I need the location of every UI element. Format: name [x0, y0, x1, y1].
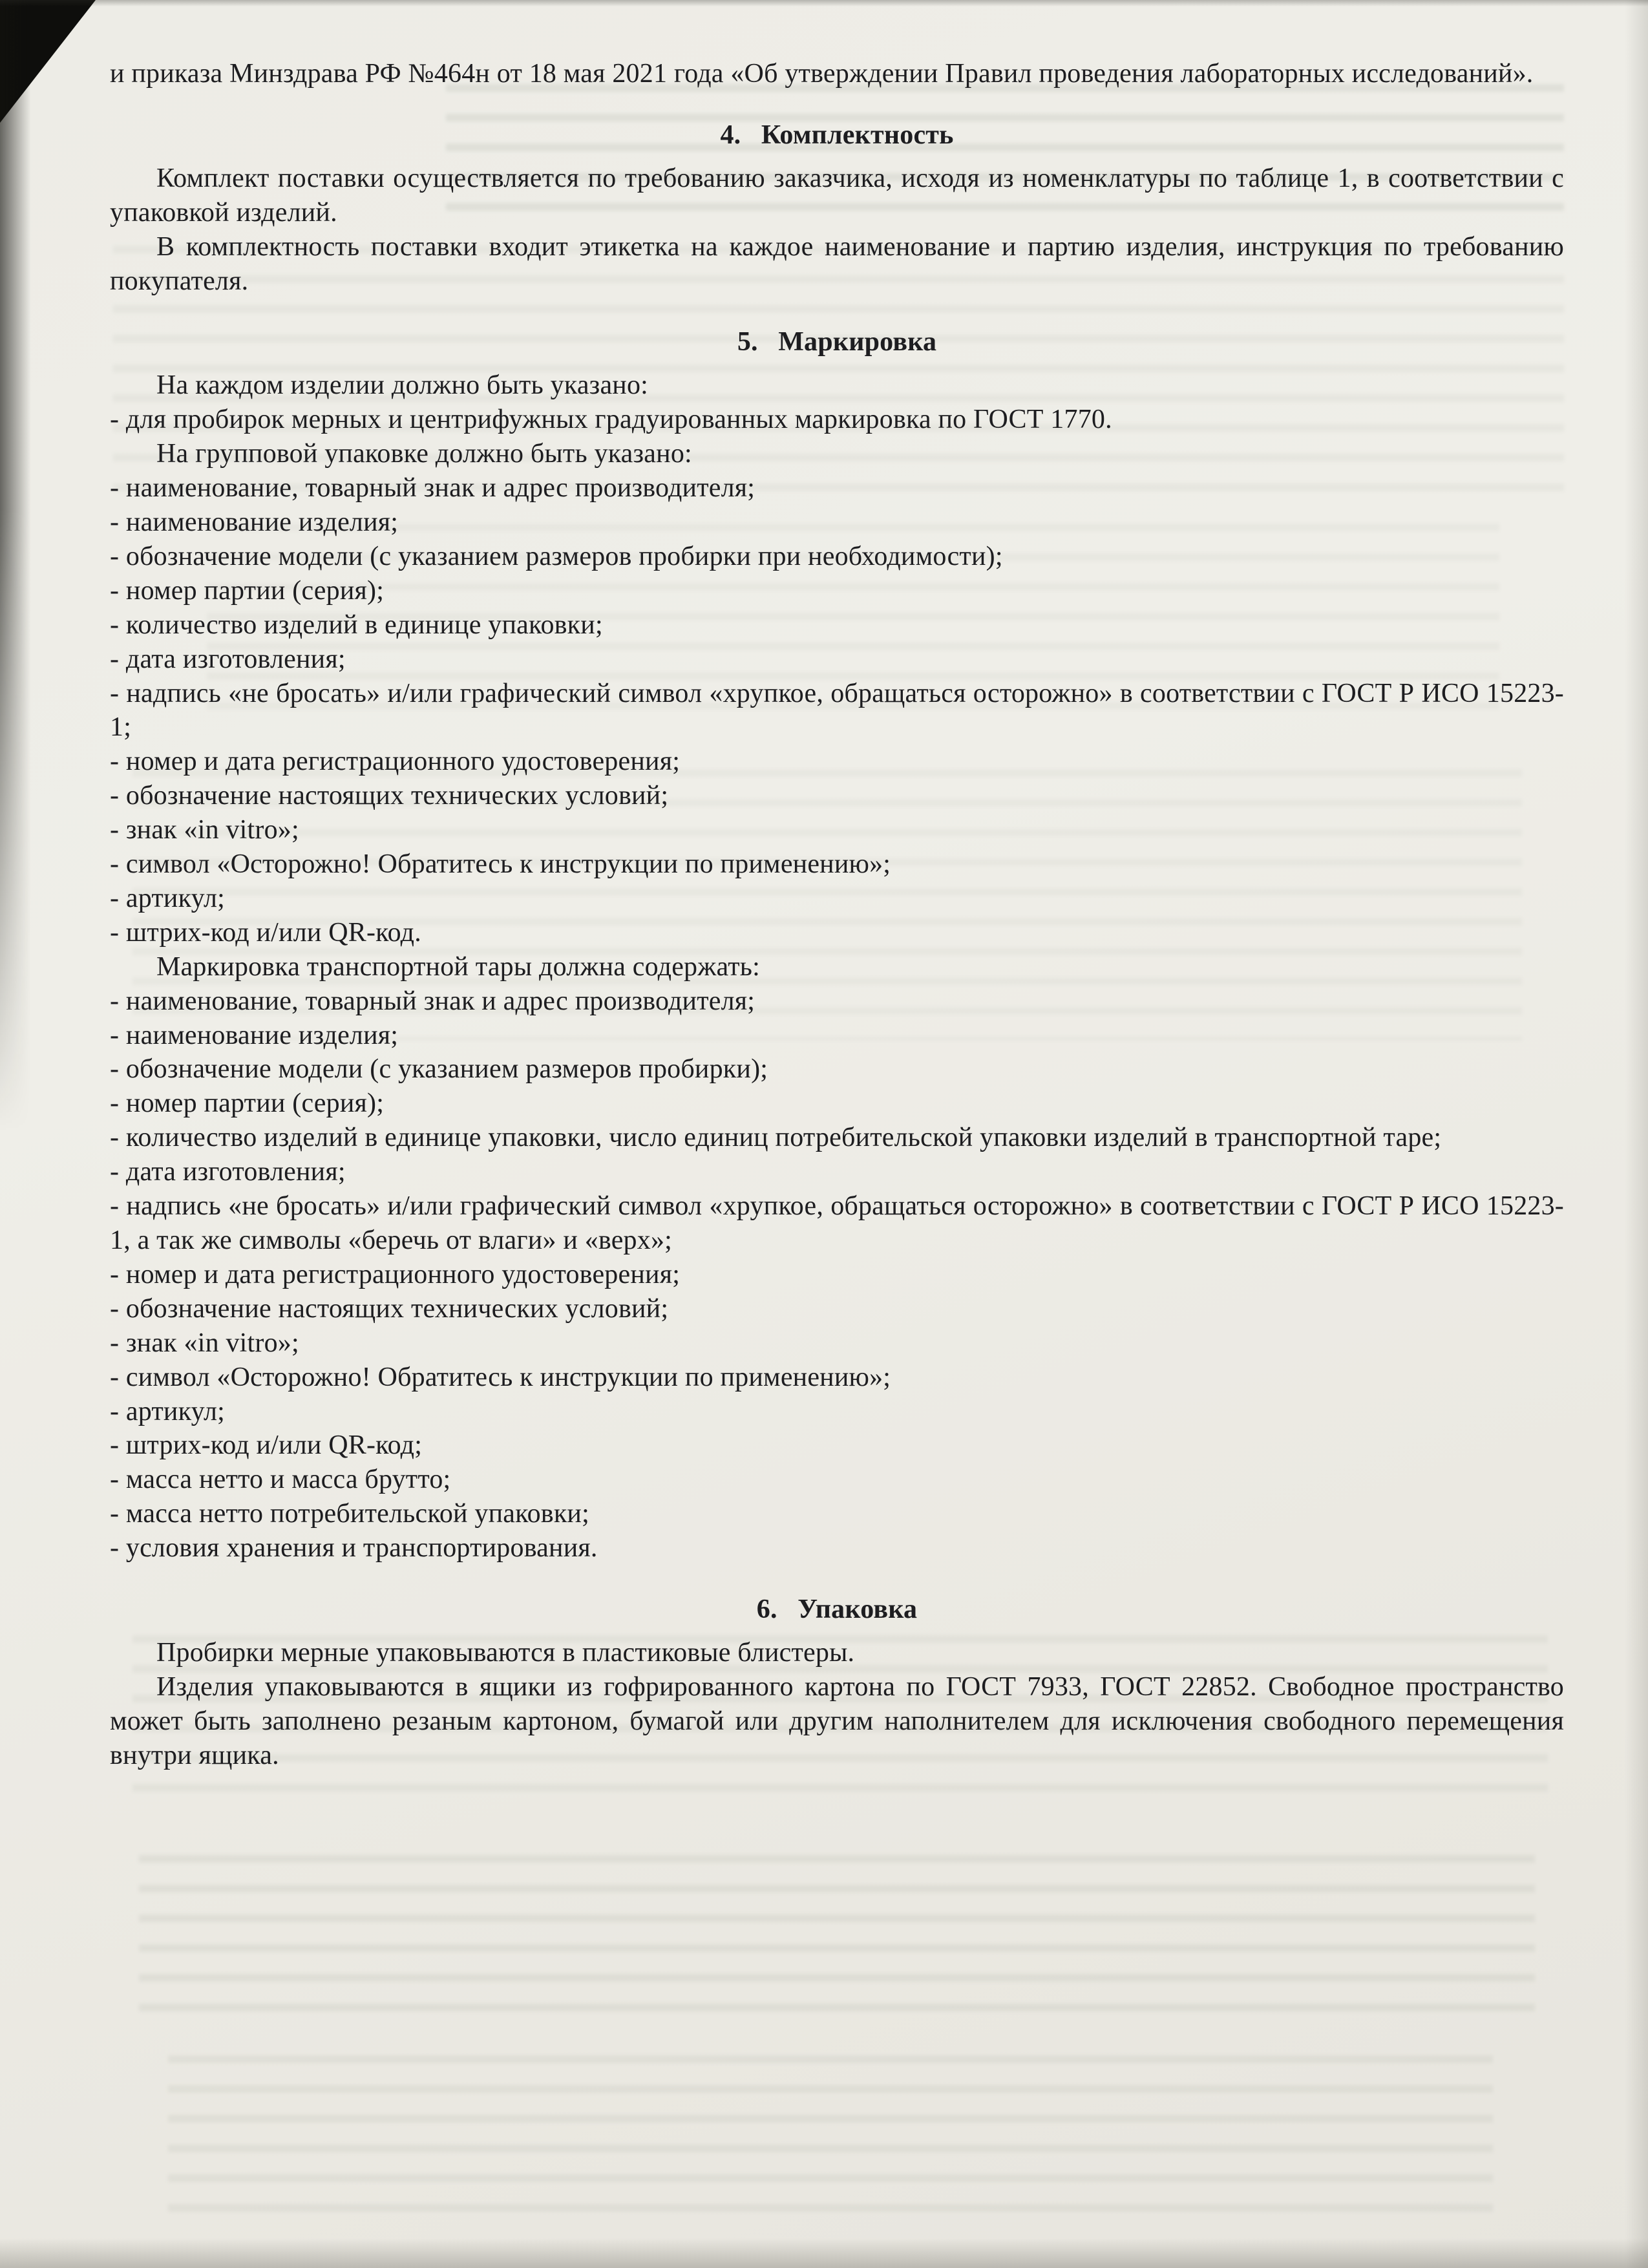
list-line: - обозначение модели (с указанием размеров пробирки при необходимости); [110, 541, 1003, 571]
list-line: - наименование изделия; [110, 507, 399, 537]
paragraph: Маркировка транспортной тары должна содержать: [156, 951, 760, 982]
list-line: - надпись «не бросать» и/или графический символ «хрупкое, обращаться осторожно» в соответствии с ГОСТ Р ИСО 15223-1, а так же символы «беречь от влаги» и «верх»; [110, 1191, 1564, 1255]
paragraph: На групповой упаковке должно быть указано: [156, 439, 692, 469]
bleedthrough-text-artifact [168, 2055, 1493, 2230]
list-line: - масса нетто потребительской упаковки; [110, 1499, 589, 1529]
paragraph: В комплектность поставки входит этикетка на каждое наименование и партию изделия, инструкция по требованию покупателя. [110, 231, 1564, 296]
document-section [110, 118, 1564, 299]
list-line: - знак «in vitro»; [110, 1328, 299, 1358]
list-line: - дата изготовления; [110, 644, 346, 674]
list-line: - номер и дата регистрационного удостоверения; [110, 1259, 681, 1289]
list-line: - масса нетто и масса брутто; [110, 1465, 451, 1495]
section-heading [110, 1593, 1564, 1627]
list-line: - обозначение настоящих технических условий; [110, 781, 669, 811]
section-title: Упаковка [798, 1595, 918, 1625]
document-section [110, 325, 1564, 1565]
list-line: - количество изделий в единице упаковки, число единиц потребительской упаковки изделий в транспортной таре; [110, 1123, 1442, 1153]
list-line: - обозначение модели (с указанием размеров пробирки); [110, 1054, 768, 1085]
list-line: - обозначение настоящих технических условий; [110, 1293, 669, 1324]
section-heading [110, 118, 1564, 153]
list-line: - знак «in vitro»; [110, 815, 299, 845]
section-title: Комплектность [761, 120, 954, 150]
list-line: - для пробирок мерных и центрифужных градуированных маркировка по ГОСТ 1770. [110, 405, 1112, 435]
paragraph: Пробирки мерные упаковываются в пластиковые блистеры. [156, 1637, 855, 1668]
list-line: - дата изготовления; [110, 1157, 346, 1187]
section-title: Маркировка [778, 327, 937, 357]
list-line: - номер и дата регистрационного удостоверения; [110, 747, 681, 777]
bleedthrough-text-artifact [139, 1855, 1535, 2017]
paragraph: Комплект поставки осуществляется по требованию заказчика, исходя из номенклатуры по таблице 1, в соответствии с упаковкой изделий. [110, 163, 1564, 228]
list-line: - условия хранения и транспортирования. [110, 1533, 598, 1563]
list-line: - наименование, товарный знак и адрес производителя; [110, 473, 755, 503]
list-line: - символ «Осторожно! Обратитесь к инструкции по применению»; [110, 849, 891, 880]
intro-paragraph: и приказа Минздрава РФ №464н от 18 мая 2021 года «Об утверждении Правил проведения лабораторных исследований». [110, 59, 1534, 89]
sections-container [110, 118, 1564, 1773]
paragraph: На каждом изделии должно быть указано: [156, 370, 649, 401]
section-number: 6. [756, 1595, 777, 1625]
list-line: - артикул; [110, 1396, 225, 1426]
document-section [110, 1593, 1564, 1773]
section-heading [110, 325, 1564, 359]
list-line: - надпись «не бросать» и/или графический символ «хрупкое, обращаться осторожно» в соответствии с ГОСТ Р ИСО 15223-1; [110, 678, 1564, 743]
list-line: - наименование, товарный знак и адрес производителя; [110, 986, 755, 1016]
list-line: - символ «Осторожно! Обратитесь к инструкции по применению»; [110, 1362, 891, 1392]
list-line: - номер партии (серия); [110, 575, 385, 606]
paragraph: Изделия упаковываются в ящики из гофрированного картона по ГОСТ 7933, ГОСТ 22852. Свободное пространство может быть заполнено резаным картоном, бумагой или другим наполнителем для исключения свободного перемещения внутри ящика. [110, 1671, 1564, 1770]
section-number: 5. [737, 327, 758, 357]
list-line: - штрих-код и/или QR-код. [110, 917, 421, 948]
section-number: 4. [720, 120, 741, 150]
list-line: - артикул; [110, 883, 225, 913]
list-line: - наименование изделия; [110, 1020, 399, 1050]
list-line: - штрих-код и/или QR-код; [110, 1430, 423, 1461]
list-line: - номер партии (серия); [110, 1088, 385, 1119]
scanner-edge-bottom-artifact [0, 2238, 1648, 2268]
list-line: - количество изделий в единице упаковки; [110, 609, 603, 640]
